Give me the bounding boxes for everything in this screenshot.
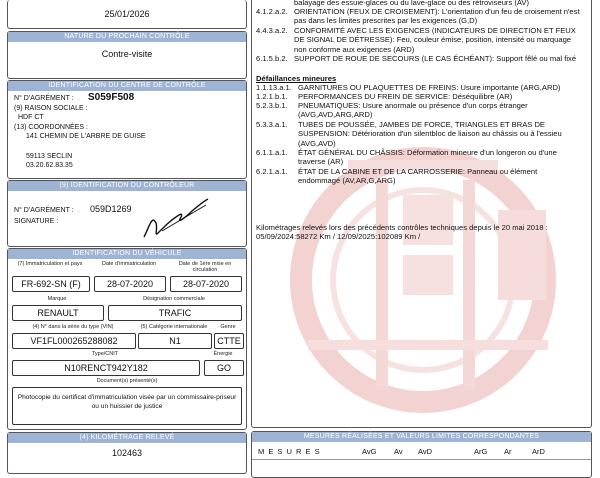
centre-raison-label: (9) RAISON SOCIALE : — [14, 105, 88, 112]
controleur-agrement-label: N° D'AGRÉMENT : — [14, 207, 74, 214]
genre-label: Genre — [220, 324, 236, 330]
energie-value: GO — [204, 360, 244, 376]
date-box — [7, 0, 247, 29]
designation-label: Désignation commerciale — [143, 296, 205, 302]
defaillance-item: 4.4.3.a.2. CONFORMITÉ AVEC LES EXIGENCES (INDICATEURS DE DIRECTION ET FEUX DE SIGNAL DE DÉTRESSE): Feu, couleur émise, position, intensité ou marquage non conforme aux exigences (ARD) — [256, 26, 576, 54]
report-date: 25/01/2026 — [104, 9, 150, 19]
designation-value: TRAFIC — [108, 305, 242, 321]
defaillances-top-partial: balayage des essuie-glaces ou du lave-glace ou des rétroviseurs (AV) — [294, 0, 529, 7]
mesures-divider — [252, 459, 591, 460]
defaillances-mineures-title: Défaillances mineures — [256, 74, 337, 83]
date-circ-value: 28-07-2020 — [170, 276, 242, 292]
defaillance-item: 1.2.1.b.1. PERFORMANCES DU FREIN DE SERVICE: Déséquilibre (AR) — [256, 92, 513, 101]
type-value: N10RENCT942Y182 — [12, 360, 200, 376]
centre-agrement-label: N° D'AGRÉMENT : — [14, 95, 74, 102]
defaillance-item: 1.1.13.a.1. GARNITURES OU PLAQUETTES DE FREINS: Usure importante (ARG,ARD) — [256, 83, 561, 92]
date-circ-label: Date de 1ère mise en circulation — [178, 261, 232, 273]
kilometrage-header: (4) KILOMÉTRAGE RELEVÉ — [8, 433, 246, 443]
vehicule-section — [7, 248, 247, 430]
nature-section — [7, 31, 247, 79]
genre-value: CTTE — [214, 333, 244, 349]
documents-value: Photocopie du certificat d'immatriculation visée par un commissaire-priseur ou un huissier de justice — [17, 394, 237, 410]
centre-section — [7, 80, 247, 179]
defaillance-item: 5.3.3.a.1. TUBES DE POUSSÉE, JAMBES DE FORCE, TRIANGLES ET BRAS DE SUSPENSION: Détérioration d'un silentbloc de liaison au châssis ou à l'essieu (AVG,AVD) — [256, 120, 562, 148]
centre-coords-label: (13) COORDONNÉES : — [14, 124, 88, 131]
mesures-col: Ar — [504, 447, 512, 456]
mesures-header: MESURES RÉALISÉES ET VALEURS LIMITES CORRESPONDANTES — [252, 432, 591, 442]
categorie-value: N1 — [138, 333, 212, 349]
vin-value: VF1FL000265288082 — [12, 333, 136, 349]
defaillances-section — [251, 0, 592, 428]
vin-label: (4) N° dans la série du type (VIN) — [32, 324, 114, 330]
marque-label: Marque — [47, 296, 67, 302]
mesures-col: ArD — [532, 447, 545, 456]
documents-label: Document(s) présenté(s) — [96, 378, 158, 384]
kilometrage-section — [7, 432, 247, 474]
documents-box — [12, 387, 242, 425]
kilometrages-precedents: Kilométrages relevés lors des précédents contrôles techniques depuis le 20 mai 2018 : 05/09/2024:58272 Km / 12/09/2025:102089 Km / — [256, 223, 548, 242]
mesures-col: M E S U R E S — [258, 447, 321, 456]
mesures-col: AvD — [418, 447, 433, 456]
controleur-agrement-value: 059D1269 — [90, 204, 132, 214]
defaillance-item: 6.1.5.b.2. SUPPORT DE ROUE DE SECOURS (LE CAS ÉCHÉANT): Support fêlé ou mal fixé — [256, 54, 577, 63]
controleur-header: (9) IDENTIFICATION DU CONTRÔLEUR — [8, 181, 246, 191]
signature-label: SIGNATURE : — [14, 218, 59, 225]
mesures-section — [251, 431, 592, 478]
defaillance-item: 6.2.1.a.1. ÉTAT DE LA CABINE ET DE LA CARROSSERIE: Panneau ou élément endommagé (AV,AR,G,ARG) — [256, 167, 538, 186]
vehicule-header: IDENTIFICATION DU VÉHICULE — [8, 249, 246, 259]
mesures-col: Av — [394, 447, 403, 456]
defaillance-item: 4.1.2.a.2. ORIENTATION (FEUX DE CROISEMENT): L'orientation d'un feu de croisement n'est pas dans les limites prescrites par les exigences (G,D) — [256, 7, 580, 26]
kilometrage-value: 102463 — [111, 448, 143, 458]
type-label: Type/CNIT — [91, 351, 119, 357]
centre-address-city: 59113 SECLIN — [26, 153, 73, 160]
marque-value: RENAULT — [12, 305, 104, 321]
energie-label: Énergie — [213, 351, 233, 357]
centre-raison-value: HDF CT — [18, 114, 44, 121]
defaillance-item: 6.1.1.a.1. ÉTAT GÉNÉRAL DU CHÂSSIS: Déformation mineure d'un longeron ou d'une traverse (AR) — [256, 148, 557, 167]
immat-value: FR-692-SN (F) — [12, 276, 90, 292]
signature-image — [136, 195, 216, 241]
immat-label: (7) Immatriculation et pays — [17, 261, 83, 267]
controleur-section — [7, 180, 247, 247]
date-immat-value: 28-07-2020 — [94, 276, 166, 292]
defaillance-item: 5.2.3.b.1. PNEUMATIQUES: Usure anormale ou présence d'un corps étranger (AVG,AVD,ARG,ARD) — [256, 101, 528, 120]
centre-header: IDENTIFICATION DU CENTRE DE CONTRÔLE — [8, 81, 246, 91]
nature-value: Contre-visite — [101, 49, 153, 59]
mesures-col: AvG — [362, 447, 377, 456]
categorie-label: (5) Catégorie internationale — [140, 324, 208, 330]
date-immat-label: Date d'immatriculation — [101, 261, 157, 267]
nature-header: NATURE DU PROCHAIN CONTRÔLE — [8, 32, 246, 42]
mesures-col: ArG — [474, 447, 488, 456]
centre-agrement-value: S059F508 — [88, 92, 135, 103]
centre-address-street: 141 CHEMIN DE L'ARBRE DE GUISE — [26, 133, 146, 140]
centre-phone: 03.20.62.83.35 — [26, 162, 73, 169]
